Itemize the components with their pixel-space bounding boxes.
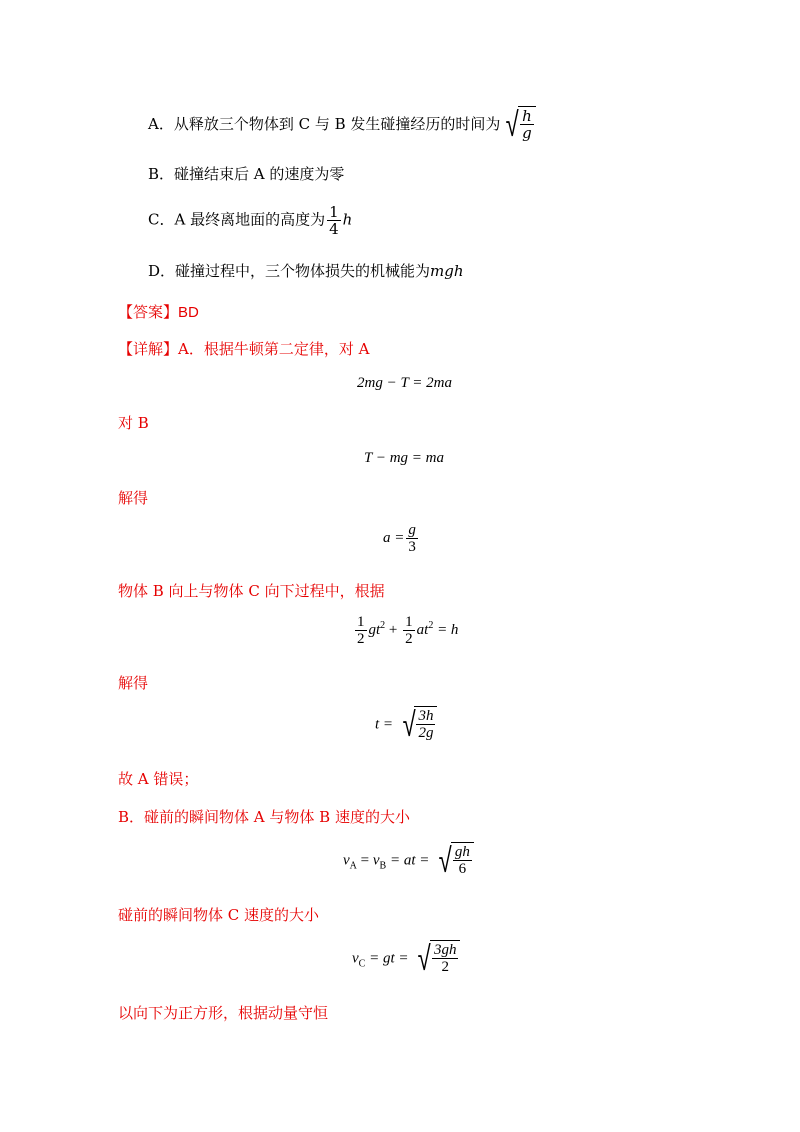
explain-label: 【详解】 <box>118 340 179 358</box>
equation-5-den: 2g <box>418 725 434 741</box>
equation-4-f2-num: 1 <box>405 614 413 630</box>
option-c-frac-den: 4 <box>329 220 339 238</box>
momentum-text: 以向下为正方形，根据动量守恒 <box>118 1004 329 1022</box>
equation-2: T − mg = ma <box>364 450 444 466</box>
equation-7-den: 2 <box>441 959 449 975</box>
equation-6-v1: v <box>343 852 350 869</box>
equation-4-t1: gt <box>368 621 381 638</box>
equation-3-lhs: a = <box>383 529 405 546</box>
equation-6-mid: = at = <box>386 852 434 869</box>
option-a-text: A．从释放三个物体到 C 与 B 发生碰撞经历的时间为 <box>148 115 501 133</box>
option-d-expr: mgh <box>430 262 464 280</box>
explain-intro <box>118 338 369 359</box>
equation-4-rhs: = h <box>433 621 459 638</box>
equation-4-exp1: 2 <box>380 619 386 631</box>
solve-text-2: 解得 <box>118 674 149 692</box>
equation-6-sub-b: B <box>379 860 387 872</box>
motion-text: 物体 B 向上与物体 C 向下过程中，根据 <box>118 582 385 600</box>
equation-4 <box>353 614 458 647</box>
equation-7-sub-c: C <box>358 958 366 970</box>
equation-3 <box>383 522 420 555</box>
b-intro-text: B．碰前的瞬间物体 A 与物体 B 速度的大小 <box>118 808 410 826</box>
equation-5-num: 3h <box>418 708 434 724</box>
equation-1: 2mg − T = 2ma <box>357 375 452 391</box>
option-a <box>148 106 536 144</box>
option-c <box>148 204 352 237</box>
equation-4-f1-den: 2 <box>357 631 365 647</box>
equation-6-num: gh <box>454 844 470 860</box>
equation-4-f2-den: 2 <box>405 631 413 647</box>
option-a-sqrt: √ $\frac{h}{g}$ <box>500 106 535 144</box>
option-d-text: D．碰撞过程中，三个物体损失的机械能为 <box>148 262 431 280</box>
answer-value: BD <box>178 304 199 321</box>
equation-6: $v_A = v_B$ = at = √ $\frac{gh}{6}$ <box>343 842 474 880</box>
option-d <box>148 260 464 281</box>
for-b-text: 对 B <box>118 414 149 432</box>
option-c-frac-num: 1 <box>329 203 339 221</box>
equation-4-t2: at <box>416 621 429 638</box>
explain-intro-text: A．根据牛顿第二定律，对 A <box>178 340 370 358</box>
equation-4-f1-num: 1 <box>357 614 365 630</box>
option-a-sqrt-num: h <box>522 107 532 125</box>
option-b: B．碰撞结束后 A 的速度为零 <box>148 165 345 183</box>
equation-6-eq: = <box>356 852 373 869</box>
option-c-var: h <box>342 210 353 229</box>
equation-3-num: g <box>408 522 416 538</box>
equation-3-den: 3 <box>408 539 416 555</box>
equation-5: t = √ $\frac{3h}{2g}$ <box>375 706 437 744</box>
answer-line <box>118 301 199 322</box>
c-intro-text: 碰前的瞬间物体 C 速度的大小 <box>118 906 320 924</box>
equation-6-sub-a: A <box>349 860 357 872</box>
equation-7-v: v <box>352 950 359 967</box>
equation-4-plus: + <box>385 621 402 638</box>
option-a-sqrt-den: g <box>522 124 532 142</box>
equation-4-exp2: 2 <box>428 619 434 631</box>
equation-7: $v_C$ = gt = √ $\frac{3gh}{2}$ <box>352 940 460 978</box>
solve-text-1: 解得 <box>118 489 149 507</box>
equation-7-num: 3gh <box>433 942 457 958</box>
equation-5-lhs: t = <box>375 716 394 733</box>
option-c-text: C．A 最终离地面的高度为 <box>148 210 326 229</box>
answer-label: 【答案】 <box>118 303 179 321</box>
equation-6-v2: v <box>372 852 380 869</box>
wrong-a-text: 故 A 错误； <box>118 770 199 788</box>
equation-7-mid: = gt = <box>365 950 413 967</box>
equation-6-den: 6 <box>458 861 467 877</box>
